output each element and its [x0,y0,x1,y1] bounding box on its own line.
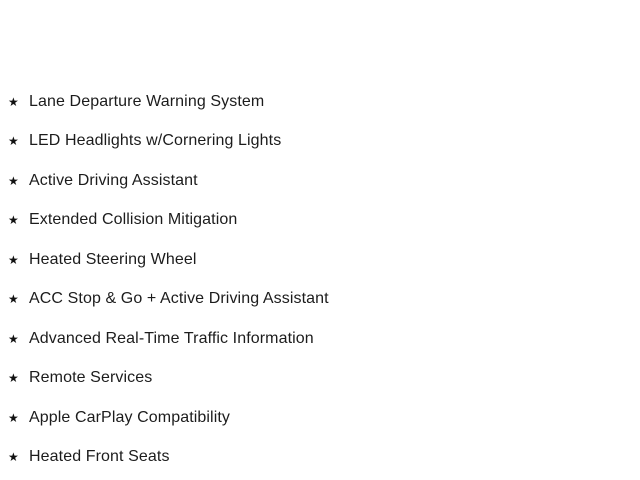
feature-label: Extended Collision Mitigation [29,211,238,229]
feature-label: Remote Services [29,369,153,387]
star-icon: ★ [8,252,19,267]
feature-label: Active Driving Assistant [29,171,198,189]
feature-list-item [8,161,640,201]
feature-list-item [8,359,640,399]
feature-list-item [8,122,640,162]
star-icon: ★ [8,410,19,425]
feature-list-item [8,319,640,359]
feature-list-item [8,438,640,478]
feature-label: Apple CarPlay Compatibility [29,408,231,426]
star-icon: ★ [8,173,19,188]
feature-label: Lane Departure Warning System [29,92,265,110]
feature-label: LED Headlights w/Cornering Lights [29,132,282,150]
feature-list-item [8,240,640,280]
star-icon: ★ [8,94,19,109]
feature-label: Heated Steering Wheel [29,250,197,268]
feature-label: Advanced Real-Time Traffic Information [29,329,314,347]
feature-label: ACC Stop & Go + Active Driving Assistant [29,290,329,308]
feature-list-item [8,280,640,320]
star-icon: ★ [8,331,19,346]
star-icon: ★ [8,213,19,228]
star-icon: ★ [8,134,19,149]
feature-list-item [8,82,640,122]
star-icon: ★ [8,450,19,465]
feature-label: Heated Front Seats [29,448,170,466]
star-icon: ★ [8,292,19,307]
feature-list-item [8,201,640,241]
feature-list-item [8,398,640,438]
star-icon: ★ [8,371,19,386]
